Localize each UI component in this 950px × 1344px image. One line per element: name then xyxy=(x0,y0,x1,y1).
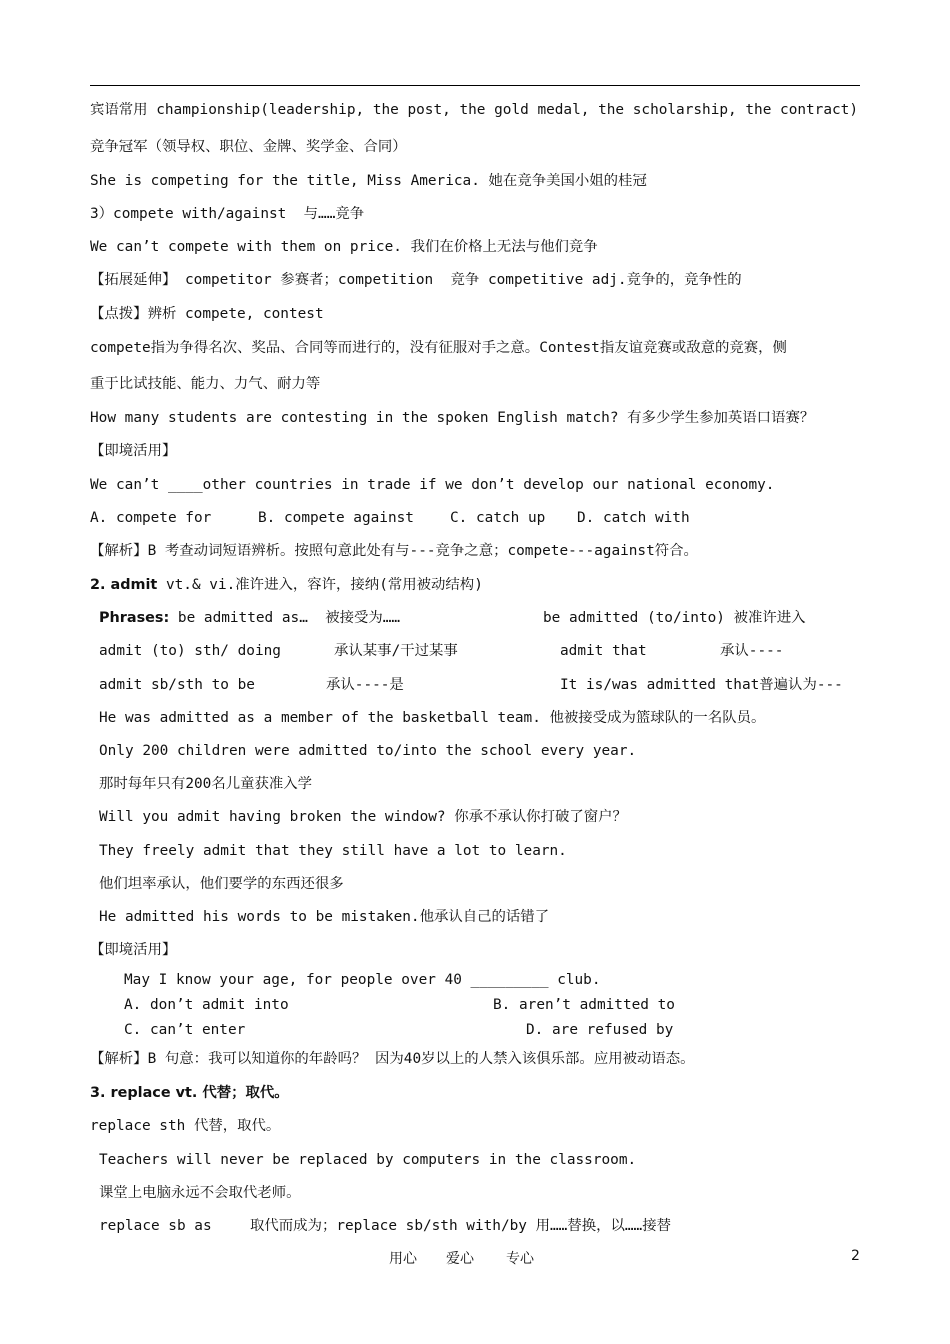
phrase-item: be admitted (to/into) 被准许进入 xyxy=(543,610,806,626)
option-b: B. compete against xyxy=(258,510,414,526)
example-line: Teachers will never be replaced by computers in the classroom. xyxy=(99,1152,637,1168)
text-line: 重于比试技能、能力、力气、耐力等 xyxy=(90,376,321,392)
phrase-item: It is/was admitted that普遍认为--- xyxy=(560,677,843,693)
text-line: 竞争冠军（领导权、职位、金牌、奖学金、合同） xyxy=(90,139,407,155)
phrase-item: 承认某事/干过某事 xyxy=(334,643,458,659)
example-line: Will you admit having broken the window? 你承不承认你打破了窗户？ xyxy=(99,809,627,825)
footer-slogan: 用心 xyxy=(389,1251,417,1267)
option-c: C. catch up xyxy=(450,510,546,526)
phrase-item: 承认---- xyxy=(720,643,784,659)
text-line: 宾语常用 championship(leadership, the post, the gold medal, the scholarship, the contract) xyxy=(90,102,859,118)
phrase-item: 取代而成为；replace sb/sth with/by 用……替换，以……接替 xyxy=(250,1218,672,1234)
example-line: 他们坦率承认，他们要学的东西还很多 xyxy=(99,876,344,892)
phrase-item: admit sb/sth to be xyxy=(99,677,255,693)
text-line: 【点拨】辨析 compete, contest xyxy=(90,306,324,322)
footer-slogan: 爱心 xyxy=(446,1251,474,1267)
option-d: D. catch with xyxy=(577,510,690,526)
text-line: 【解析】B 句意：我可以知道你的年龄吗？ 因为40岁以上的人禁入该俱乐部。应用被动语态。 xyxy=(90,1051,695,1067)
option-a: A. compete for xyxy=(90,510,212,526)
question-line: May I know your age, for people over 40 _________ club. xyxy=(124,972,601,988)
text-line: How many students are contesting in the spoken English match? 有多少学生参加英语口语赛？ xyxy=(90,410,815,426)
phrase-item: admit (to) sth/ doing xyxy=(99,643,281,659)
example-line: Only 200 children were admitted to/into the school every year. xyxy=(99,743,637,759)
section-heading: 2. admit vt.& vi.准许进入，容许，接纳(常用被动结构) xyxy=(90,577,483,593)
text-line: We can’t ____other countries in trade if we don’t develop our national economy. xyxy=(90,477,775,493)
example-line: He was admitted as a member of the basketball team. 他被接受成为篮球队的一名队员。 xyxy=(99,710,766,726)
option-b: B. aren’t admitted to xyxy=(493,997,675,1013)
page-number: 2 xyxy=(851,1248,860,1264)
text-line: She is competing for the title, Miss America. 她在竞争美国小姐的桂冠 xyxy=(90,173,647,189)
option-a: A. don’t admit into xyxy=(124,997,289,1013)
text-line: 【拓展延伸】 competitor 参赛者；competition 竞争 competitive adj.竞争的，竞争性的 xyxy=(90,272,742,288)
example-line: They freely admit that they still have a lot to learn. xyxy=(99,843,567,859)
option-c: C. can’t enter xyxy=(124,1022,246,1038)
text-line: replace sth 代替，取代。 xyxy=(90,1118,281,1134)
section-number: 2. admit xyxy=(90,577,158,593)
footer-slogan: 专心 xyxy=(506,1251,534,1267)
phrase-item: 承认----是 xyxy=(326,677,404,693)
text-line: 【即境活用】 xyxy=(90,942,177,958)
header-rule xyxy=(90,85,860,86)
example-line: He admitted his words to be mistaken.他承认自己的话错了 xyxy=(99,909,550,925)
option-d: D. are refused by xyxy=(526,1022,674,1038)
phrase-item: admit that xyxy=(560,643,647,659)
text-line: compete指为争得名次、奖品、合同等而进行的，没有征服对手之意。Contest指友谊竞赛或敌意的竞赛，侧 xyxy=(90,340,787,356)
text-line: 【解析】B 考查动词短语辨析。按照句意此处有与---竞争之意；compete---against符合。 xyxy=(90,543,698,559)
example-line: 那时每年只有200名儿童获准入学 xyxy=(99,776,313,792)
phrase-line: Phrases: be admitted as… 被接受为…… xyxy=(99,610,401,626)
text-line: We can’t compete with them on price. 我们在价格上无法与他们竞争 xyxy=(90,239,598,255)
section-heading: 3. replace vt. 代替；取代。 xyxy=(90,1085,289,1101)
example-line: 课堂上电脑永远不会取代老师。 xyxy=(99,1185,301,1201)
phrase-item: replace sb as xyxy=(99,1218,212,1234)
text-line: 【即境活用】 xyxy=(90,443,177,459)
text-line: 3）compete with/against 与……竞争 xyxy=(90,206,365,222)
